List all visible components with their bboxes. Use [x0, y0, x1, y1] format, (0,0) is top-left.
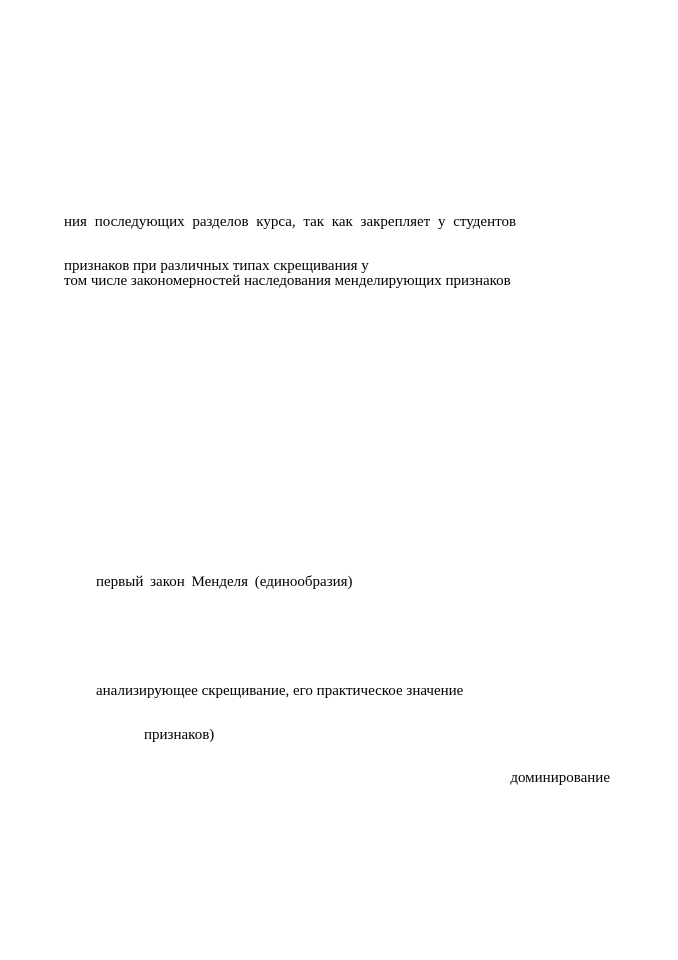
text-line-mendel-first-law: первый закон Менделя (единообразия) [96, 574, 353, 590]
text-line-mendelian-traits: том числе закономерностей наследования менделирующих признаков [64, 273, 511, 289]
text-line-analyzing-cross: анализирующее скрещивание, его практическое значение [96, 683, 464, 699]
text-line-traits: признаков) [144, 727, 215, 743]
text-line-course-sections: ния последующих разделов курса, так как закрепляет у студентов [64, 214, 517, 230]
text-line-crossing-types: признаков при различных типах скрещивания у [64, 258, 369, 274]
text-line-dominance: доминирование [510, 770, 610, 786]
